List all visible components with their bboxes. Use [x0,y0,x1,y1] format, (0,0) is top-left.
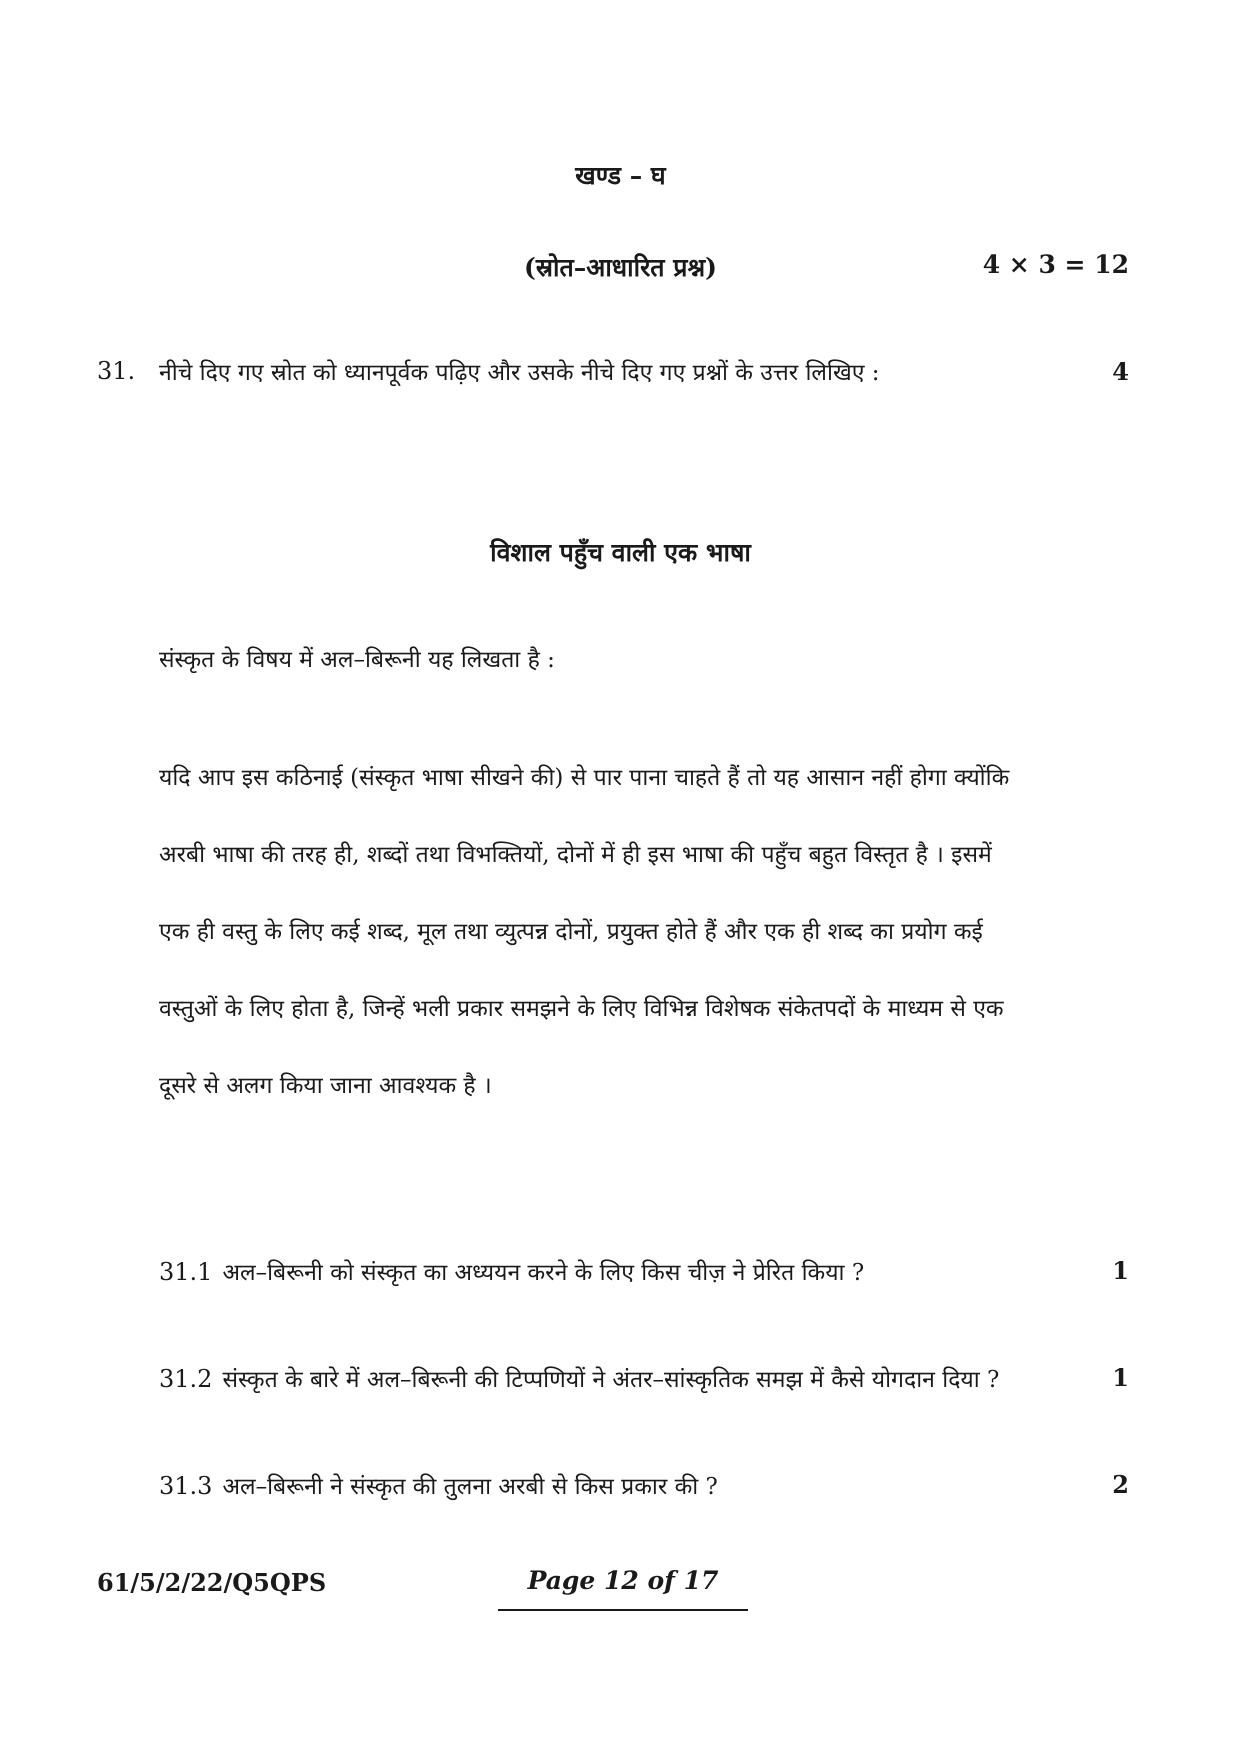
section-marks-formula: 4 × 3 = 12 [982,250,1129,279]
section-subtitle: (स्रोत–आधारित प्रश्न) [524,253,717,282]
paper-code: 61/5/2/22/Q5QPS [97,1568,327,1597]
passage-line: यदि आप इस कठिनाई (संस्कृत भाषा सीखने की) से पार पाना चाहते हैं तो यह आसान नहीं होगा क्योंकि [159,765,1010,791]
source-passage [159,740,1094,1125]
section-title: खण्ड – घ [575,161,666,190]
page-number: Page 12 of 17 [527,1566,719,1595]
sub-question-number: 31.1 [159,1258,213,1286]
page-number-underline [498,1609,748,1611]
sub-question-31-3 [159,1469,718,1501]
passage-line: अरबी भाषा की तरह ही, शब्दों तथा विभक्तियों, दोनों में ही इस भाषा की पहुँच बहुत विस्तृत है । इसमें [159,842,992,868]
question-marks: 4 [1112,357,1129,386]
sub-question-number: 31.2 [159,1365,213,1393]
source-title: विशाल पहुँच वाली एक भाषा [490,538,751,567]
sub-question-text: संस्कृत के बारे में अल–बिरूनी की टिप्पणियों ने अंतर–सांस्कृतिक समझ में कैसे योगदान दिया ? [222,1367,1000,1393]
passage-line: एक ही वस्तु के लिए कई शब्द, मूल तथा व्युत्पन्न दोनों, प्रयुक्त होते हैं और एक ही शब्द का प्रयोग कई [159,919,983,945]
passage-line: वस्तुओं के लिए होता है, जिन्हें भली प्रकार समझने के लिए विभिन्न विशेषक संकेतपदों के माध्यम से एक [159,996,1004,1022]
question-text: नीचे दिए गए स्रोत को ध्यानपूर्वक पढ़िए और उसके नीचे दिए गए प्रश्नों के उत्तर लिखिए : [159,360,880,386]
sub-question-text: अल–बिरूनी को संस्कृत का अध्ययन करने के लिए किस चीज़ ने प्रेरित किया ? [222,1260,865,1286]
sub-question-number: 31.3 [159,1472,213,1500]
source-intro: संस्कृत के विषय में अल–बिरूनी यह लिखता है : [159,647,555,673]
sub-question-marks: 2 [1112,1470,1129,1499]
passage-line: दूसरे से अलग किया जाना आवश्यक है । [159,1073,492,1099]
sub-question-text: अल–बिरूनी ने संस्कृत की तुलना अरबी से किस प्रकार की ? [222,1474,718,1500]
sub-question-31-1 [159,1255,864,1287]
sub-question-31-2 [159,1362,999,1394]
sub-question-marks: 1 [1112,1256,1129,1285]
question-number: 31. [97,357,136,385]
sub-question-marks: 1 [1112,1363,1129,1392]
